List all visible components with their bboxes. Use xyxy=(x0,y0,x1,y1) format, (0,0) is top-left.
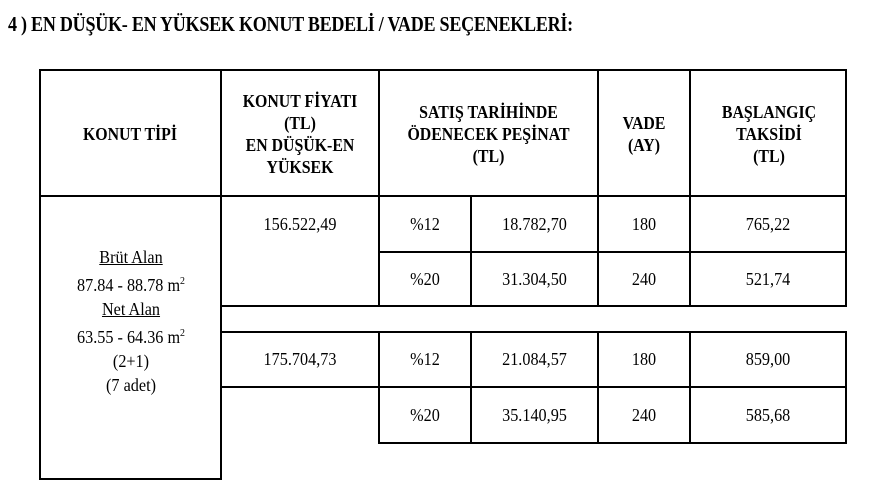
divider xyxy=(689,69,691,197)
header-konut-tipi: KONUT TİPİ xyxy=(82,123,178,144)
pesinat-pct: %12 xyxy=(410,349,440,369)
divider xyxy=(470,331,472,444)
konut-tipi-cell xyxy=(49,245,213,397)
divider xyxy=(39,196,41,480)
brut-alan-value: 87.84 - 88.78 $m^2$ xyxy=(77,275,185,295)
header-vade: VADE (AY) xyxy=(622,112,666,155)
vade-cell: 180 xyxy=(631,214,657,234)
taksit-cell: 521,74 xyxy=(745,268,791,289)
pesinat-pct: %12 xyxy=(410,214,440,234)
taksit-cell: 859,00 xyxy=(745,349,791,369)
divider xyxy=(220,305,847,307)
price-cell: 156.522,49 xyxy=(263,214,337,234)
divider xyxy=(39,478,222,480)
divider xyxy=(689,331,691,444)
divider xyxy=(220,196,222,480)
pesinat-pct: %20 xyxy=(410,404,440,425)
header-taksit: BAŞLANGIÇ TAKSİDİ (TL) xyxy=(721,101,817,166)
pesinat-amount: 31.304,50 xyxy=(502,268,567,289)
divider xyxy=(689,196,691,307)
divider xyxy=(378,442,847,444)
divider xyxy=(378,331,380,444)
divider xyxy=(470,196,472,307)
divider xyxy=(597,331,599,444)
unit-count: (7 adet) xyxy=(106,375,156,395)
divider xyxy=(220,69,222,197)
divider xyxy=(597,69,599,197)
net-alan-label: Net Alan xyxy=(101,299,161,319)
divider xyxy=(378,196,380,307)
divider xyxy=(378,69,380,197)
price-cell: 175.704,73 xyxy=(263,349,337,369)
page-title: 4 ) EN DÜŞÜK- EN YÜKSEK KONUT BEDELİ / VADE SEÇENEKLERİ: xyxy=(8,12,573,36)
divider xyxy=(845,331,847,444)
room-count: (2+1) xyxy=(112,351,150,371)
net-alan-value: 63.55 - 64.36 $m^2$ xyxy=(77,327,185,347)
header-konut-fiyati: KONUT FİYATI (TL) EN DÜŞÜK-EN YÜKSEK xyxy=(242,90,358,177)
vade-cell: 240 xyxy=(631,268,657,289)
header-pesinat: SATIŞ TARİHİNDE ÖDENECEK PEŞİNAT (TL) xyxy=(407,101,570,166)
pesinat-amount: 35.140,95 xyxy=(502,404,567,425)
pesinat-amount: 18.782,70 xyxy=(502,214,567,234)
taksit-cell: 765,22 xyxy=(745,214,791,234)
brut-alan-label: Brüt Alan xyxy=(99,247,163,267)
vade-cell: 180 xyxy=(631,349,657,369)
divider xyxy=(845,196,847,307)
pesinat-pct: %20 xyxy=(410,268,440,289)
taksit-cell: 585,68 xyxy=(745,404,791,425)
pesinat-amount: 21.084,57 xyxy=(502,349,567,369)
divider xyxy=(597,196,599,307)
vade-cell: 240 xyxy=(631,404,657,425)
